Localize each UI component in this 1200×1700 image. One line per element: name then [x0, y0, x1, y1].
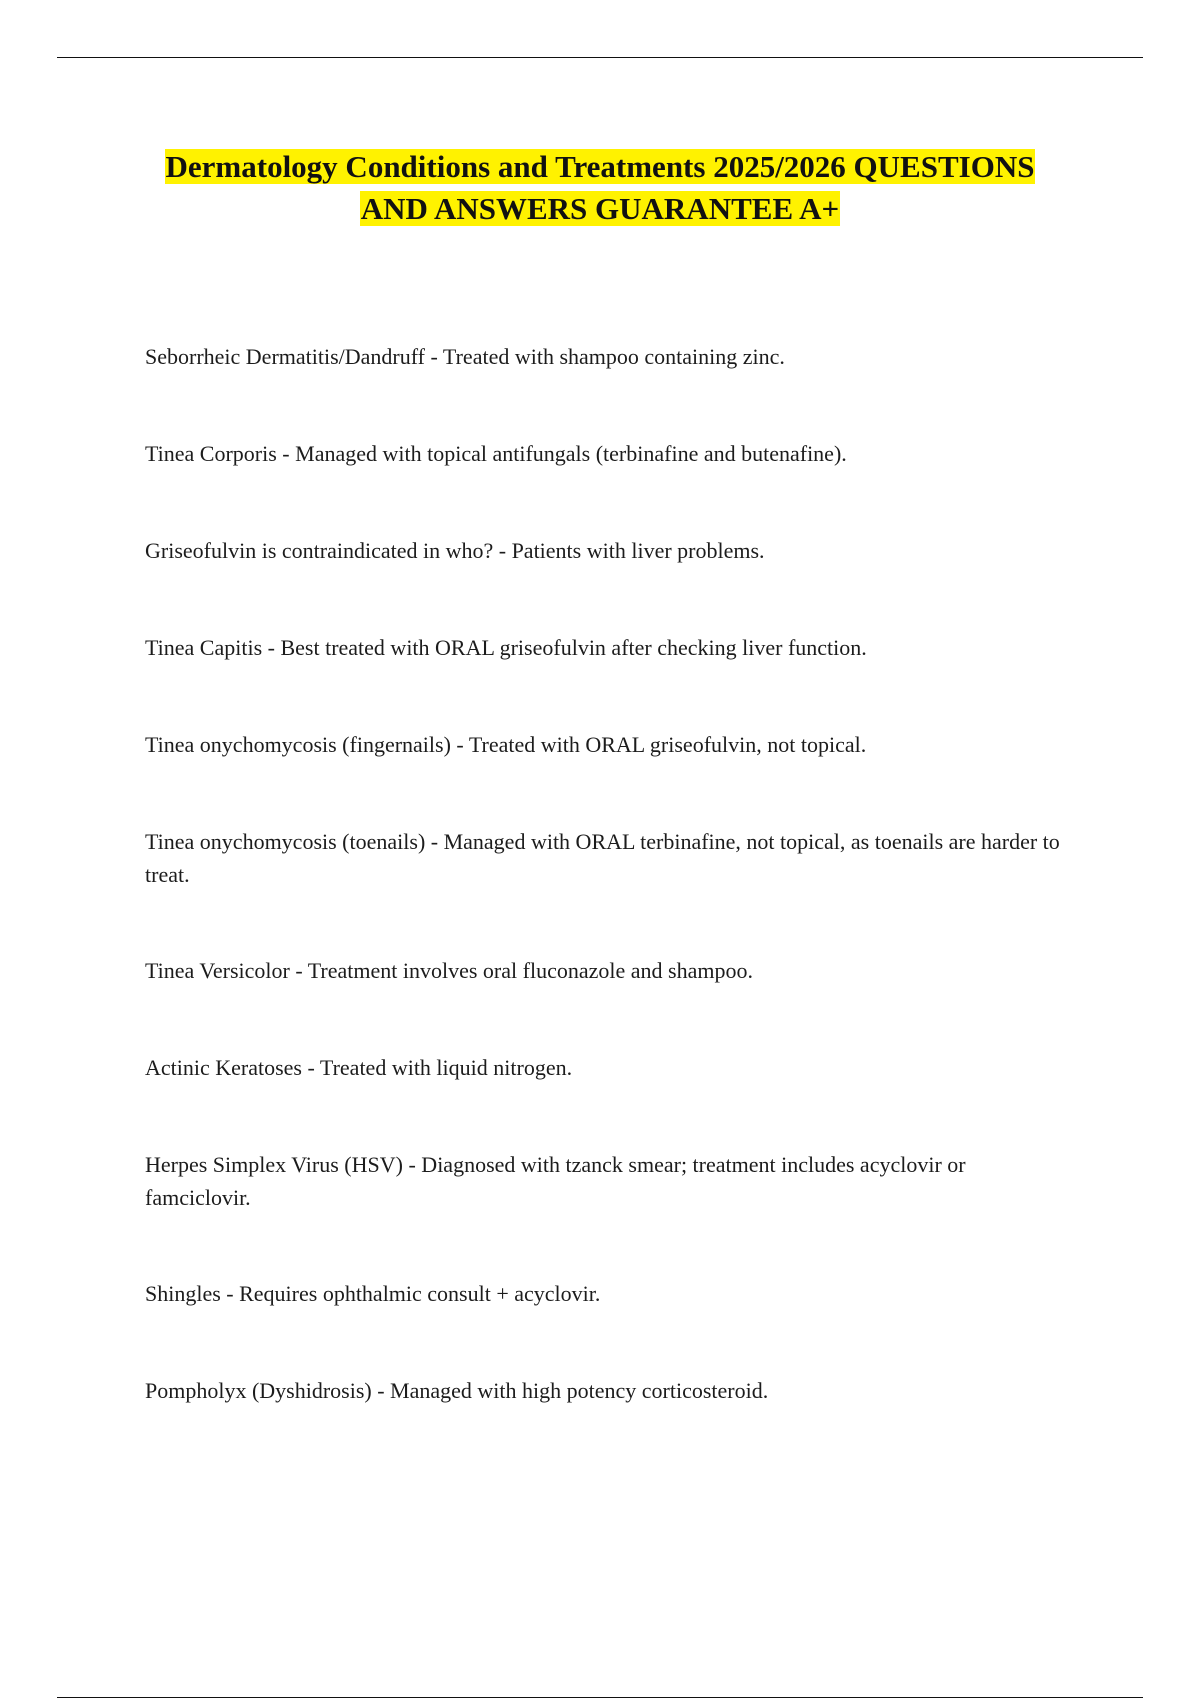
- qa-entry-shingles: Shingles - Requires ophthalmic consult + acyclovir.: [145, 1281, 601, 1306]
- title-line-2: AND ANSWERS GUARANTEE A+: [360, 191, 840, 226]
- qa-entry-onychomycosis-fingernails: Tinea onychomycosis (fingernails) - Treated with ORAL griseofulvin, not topical.: [145, 732, 867, 757]
- bottom-divider: [57, 1697, 1143, 1698]
- qa-entry-herpes-simplex: Herpes Simplex Virus (HSV) - Diagnosed with tzanck smear; treatment includes acyclovir or famciclovir.: [145, 1152, 966, 1210]
- title-line-1: Dermatology Conditions and Treatments 2025/2026 QUESTIONS: [165, 149, 1035, 184]
- qa-entry-tinea-versicolor: Tinea Versicolor - Treatment involves oral fluconazole and shampoo.: [145, 958, 753, 983]
- top-divider: [57, 57, 1143, 58]
- document-title: [100, 146, 1100, 230]
- qa-entry-pompholyx: Pompholyx (Dyshidrosis) - Managed with high potency corticosteroid.: [145, 1378, 769, 1403]
- qa-entry-seborrheic-dermatitis: Seborrheic Dermatitis/Dandruff - Treated with shampoo containing zinc.: [145, 344, 785, 369]
- qa-entry-tinea-capitis: Tinea Capitis - Best treated with ORAL griseofulvin after checking liver function.: [145, 635, 867, 660]
- qa-entry-actinic-keratoses: Actinic Keratoses - Treated with liquid nitrogen.: [145, 1055, 573, 1080]
- qa-entry-tinea-corporis: Tinea Corporis - Managed with topical antifungals (terbinafine and butenafine).: [145, 441, 847, 466]
- qa-entry-griseofulvin-contraindication: Griseofulvin is contraindicated in who? - Patients with liver problems.: [145, 538, 765, 563]
- qa-entry-onychomycosis-toenails: Tinea onychomycosis (toenails) - Managed with ORAL terbinafine, not topical, as toenails are harder to treat.: [145, 829, 1060, 887]
